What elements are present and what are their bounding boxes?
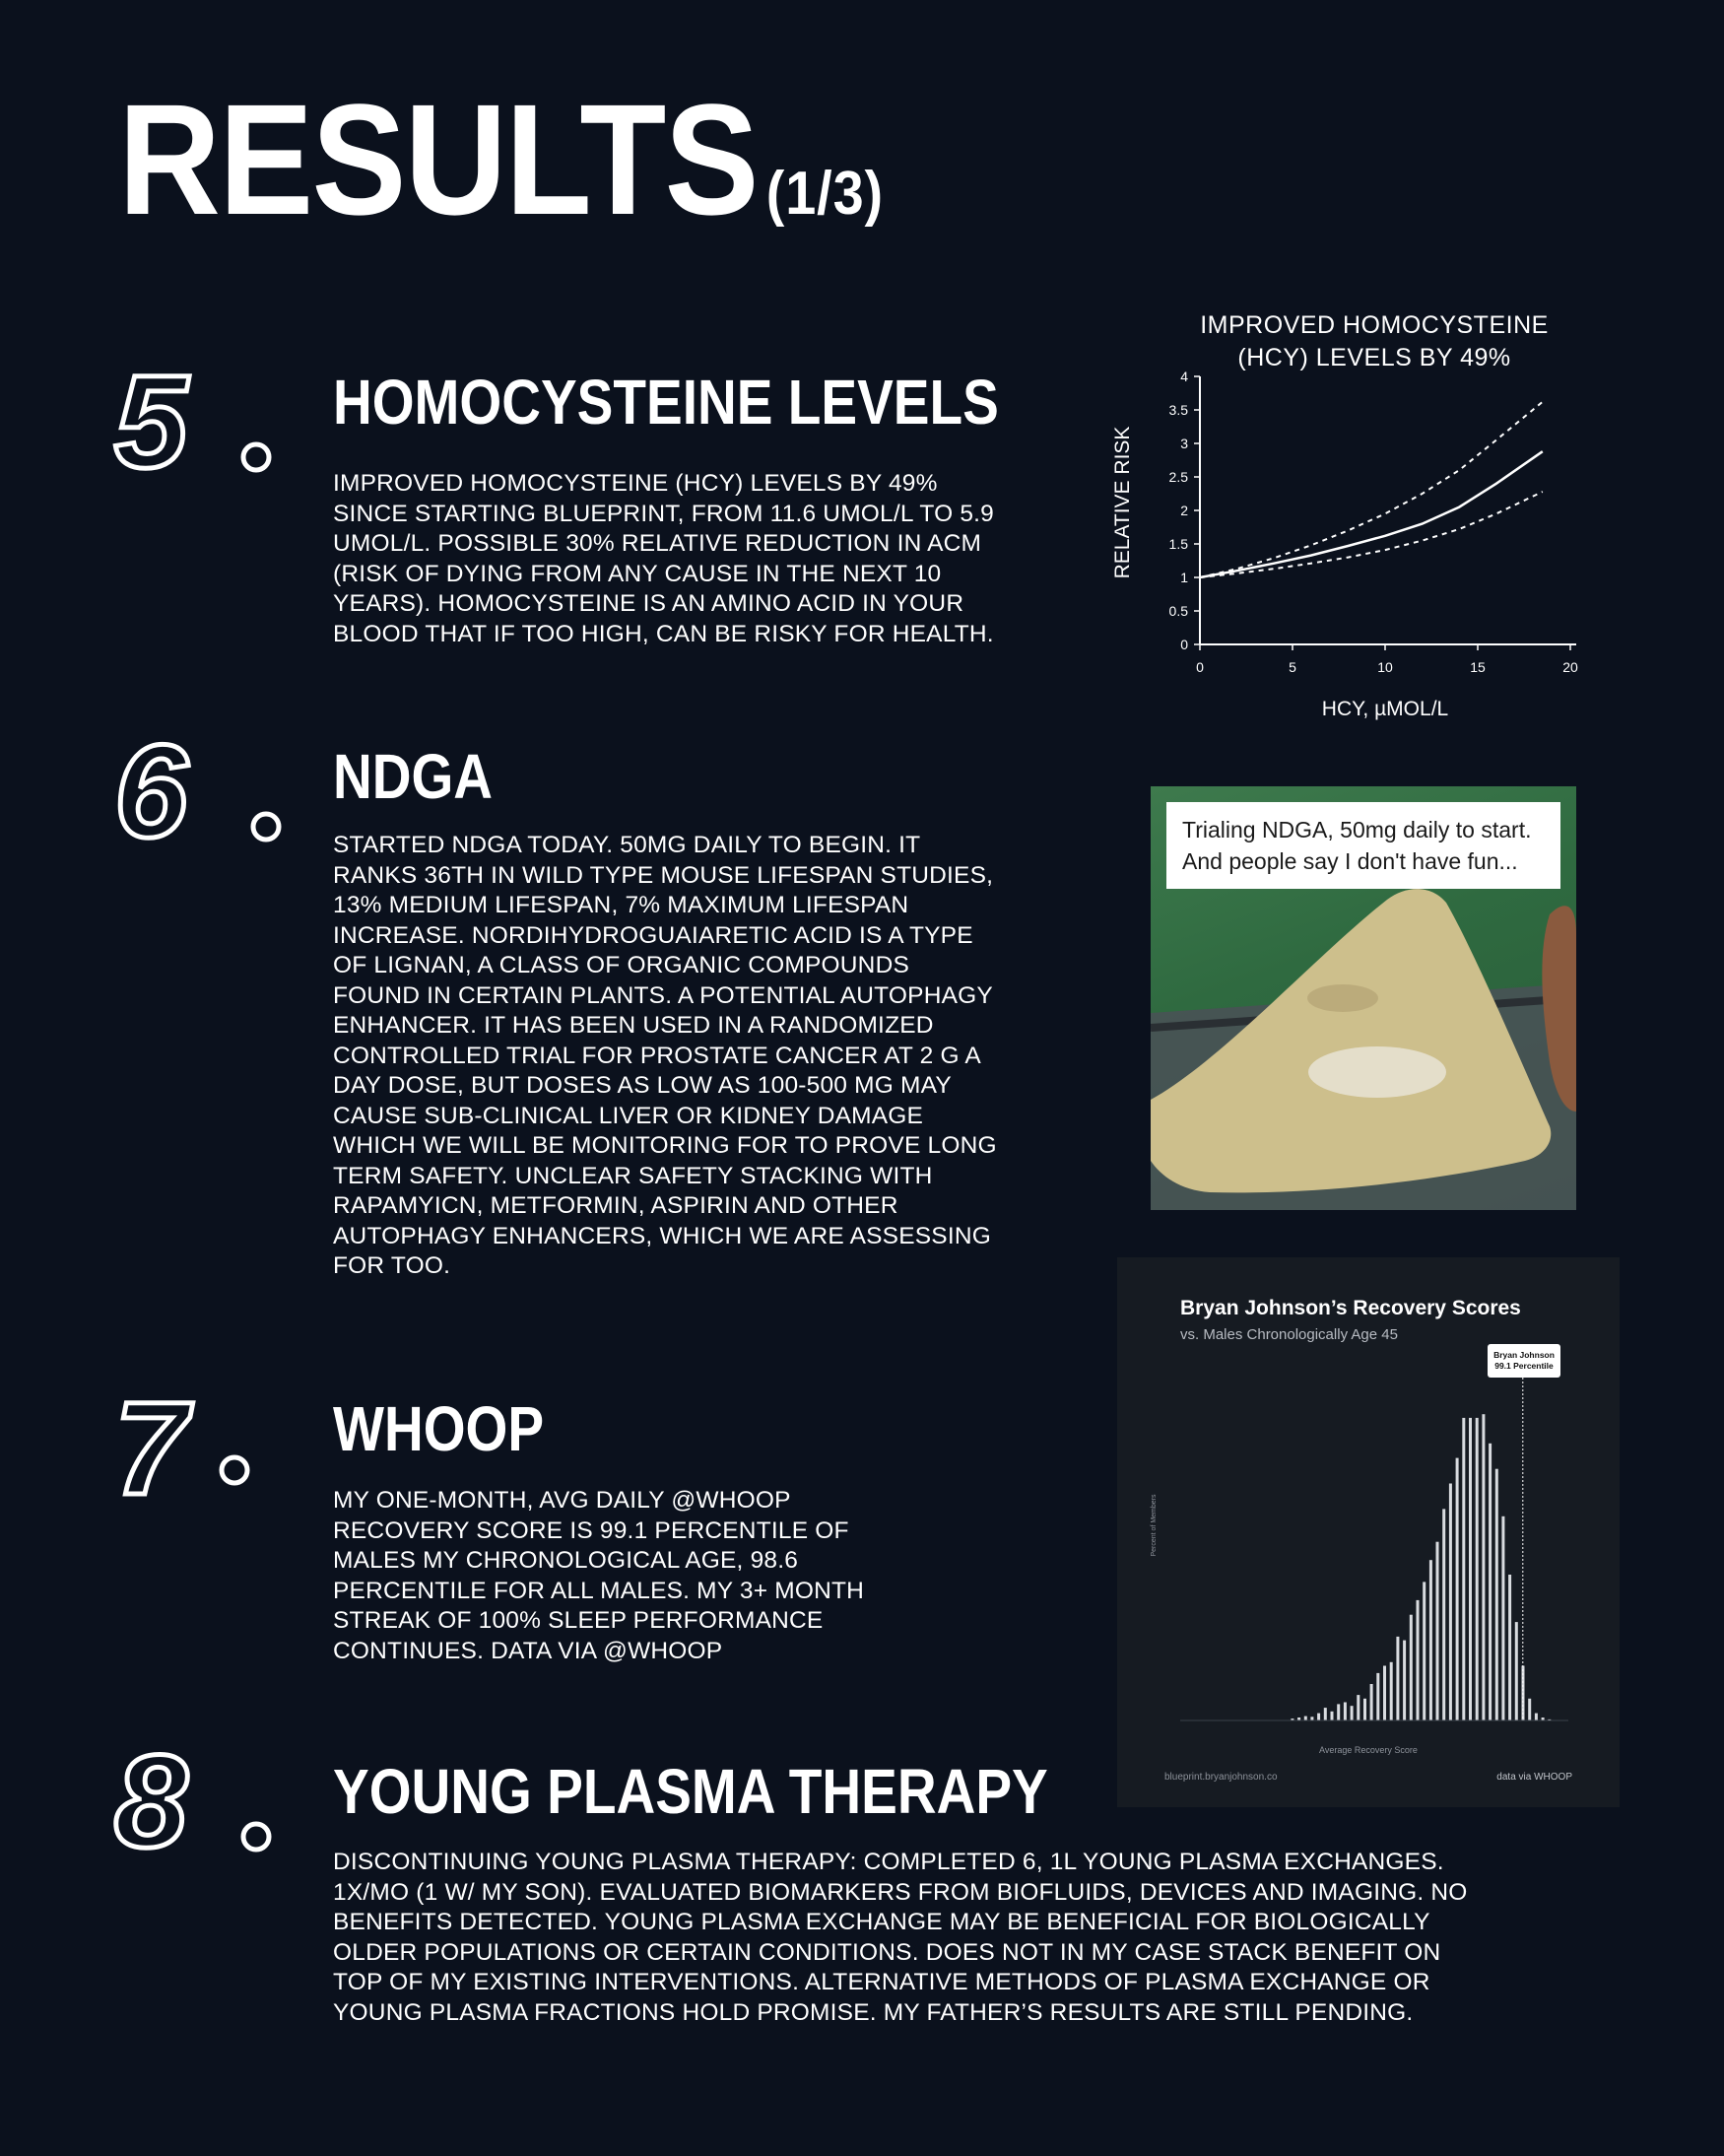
- section-body-young-plasma: DISCONTINUING YOUNG PLASMA THERAPY: COMPLETED 6, 1L YOUNG PLASMA EXCHANGES. 1X/MO (1 W/ MY SON). EVALUATED BIOMARKERS FROM BIOFLUIDS, DEVICES AND IMAGING. NO BENEFITS DETECTED. YOUNG PLASMA EXCHANGE MAY BE BENEFICIAL FOR BIOLOGICALLY OLDER POPULATIONS OR CERTAIN CONDITIONS. DOES NOT IN MY CASE STACK BENEFIT ON TOP OF MY EXISTING INTERVENTIONS. ALTERNATIVE METHODS OF PLASMA EXCHANGE OR YOUNG PLASMA FRACTIONS HOLD PROMISE. MY FATHER’S RESULTS ARE STILL PENDING.: [333, 1849, 1468, 2026]
- hcy-x-tick-label: 10: [1377, 659, 1393, 675]
- hcy-y-tick-label: 0: [1180, 637, 1188, 652]
- whoop-chart: [1117, 1257, 1620, 1807]
- whoop-bar: [1535, 1714, 1538, 1720]
- whoop-bar: [1469, 1418, 1472, 1720]
- whoop-bar: [1357, 1695, 1359, 1720]
- hcy-y-tick-label: 4: [1180, 369, 1188, 384]
- whoop-bar: [1403, 1641, 1406, 1720]
- whoop-bar: [1462, 1418, 1465, 1720]
- whoop-ylabel: Percent of Members: [1151, 1494, 1158, 1557]
- whoop-bar: [1304, 1717, 1307, 1720]
- whoop-bar: [1456, 1458, 1459, 1720]
- hcy-chart: [1103, 365, 1596, 729]
- section-number-dot: [253, 814, 279, 840]
- hcy-chart-title-line2: (HCY) LEVELS BY 49%: [1237, 344, 1511, 371]
- whoop-bar: [1337, 1704, 1340, 1720]
- whoop-bar: [1383, 1666, 1386, 1721]
- whoop-bar: [1310, 1717, 1313, 1720]
- whoop-footer-right: data via WHOOP: [1496, 1772, 1572, 1783]
- whoop-bar: [1501, 1516, 1504, 1720]
- hcy-x-tick-label: 0: [1196, 659, 1204, 675]
- whoop-bar: [1449, 1484, 1452, 1721]
- whoop-bar: [1515, 1622, 1518, 1720]
- whoop-chart-subtitle: vs. Males Chronologically Age 45: [1180, 1326, 1398, 1343]
- whoop-bar: [1429, 1560, 1432, 1720]
- section-number-dot: [222, 1457, 247, 1483]
- section-number-8: [108, 1744, 305, 1862]
- section-number-text: 7: [114, 1391, 188, 1510]
- section-number-dot: [243, 444, 269, 470]
- whoop-bar: [1482, 1414, 1485, 1720]
- hcy-y-tick-label: 1.5: [1168, 536, 1188, 552]
- ndga-photo: [1151, 786, 1576, 1210]
- ndga-photo-caption: [1166, 802, 1560, 889]
- whoop-bar: [1423, 1582, 1426, 1720]
- hcy-series-line-1: [1200, 402, 1543, 577]
- hcy-series-line-0: [1200, 451, 1543, 577]
- whoop-bar: [1489, 1444, 1492, 1720]
- hcy-y-tick-label: 0.5: [1168, 603, 1188, 619]
- section-number-text: 6: [114, 734, 188, 852]
- section-heading-ndga: NDGA: [333, 741, 494, 812]
- whoop-bar: [1370, 1684, 1373, 1720]
- section-heading-homocysteine: HOMOCYSTEINE LEVELS: [333, 367, 999, 438]
- hcy-x-tick-label: 5: [1289, 659, 1296, 675]
- caption-line2: And people say I don't have fun...: [1182, 848, 1518, 874]
- section-heading-whoop: WHOOP: [333, 1393, 545, 1464]
- page-title: [118, 71, 884, 247]
- whoop-bar: [1351, 1706, 1354, 1720]
- section-body-homocysteine: IMPROVED HOMOCYSTEINE (HCY) LEVELS BY 49% SINCE STARTING BLUEPRINT, FROM 11.6 UMOL/L TO 5.9 UMOL/L. POSSIBLE 30% RELATIVE REDUCTION IN ACM (RISK OF DYING FROM ANY CAUSE IN THE NEXT 10 YEARS). HOMOCYSTEINE IS AN AMINO ACID IN YOUR BLOOD THAT IF TOO HIGH, CAN BE RISKY FOR HEALTH.: [333, 470, 995, 647]
- whoop-bar: [1376, 1673, 1379, 1720]
- whoop-bar: [1410, 1615, 1413, 1720]
- page-title-text: RESULTS: [118, 71, 758, 247]
- whoop-bar: [1436, 1542, 1439, 1720]
- hcy-y-tick-label: 1: [1180, 570, 1188, 585]
- whoop-bar: [1324, 1708, 1327, 1720]
- whoop-marker-label: [1488, 1344, 1560, 1378]
- whoop-bar: [1390, 1662, 1393, 1720]
- section-number-6: [108, 734, 305, 852]
- hcy-x-tick-label: 15: [1470, 659, 1486, 675]
- hcy-x-tick-label: 20: [1562, 659, 1578, 675]
- whoop-bar: [1508, 1575, 1511, 1720]
- whoop-bar: [1528, 1699, 1531, 1720]
- powder: [1308, 1046, 1446, 1098]
- section-number-dot: [243, 1824, 269, 1850]
- whoop-bar: [1396, 1637, 1399, 1720]
- section-heading-young-plasma: YOUNG PLASMA THERAPY: [333, 1756, 1048, 1827]
- whoop-bar: [1442, 1509, 1445, 1720]
- hcy-y-tick-label: 3: [1180, 436, 1188, 451]
- whoop-bar: [1317, 1714, 1320, 1720]
- caption-line1: Trialing NDGA, 50mg daily to start.: [1182, 817, 1532, 842]
- whoop-bar: [1495, 1469, 1498, 1720]
- whoop-chart-title: Bryan Johnson’s Recovery Scores: [1180, 1297, 1521, 1319]
- whoop-bar: [1331, 1712, 1334, 1720]
- hcy-y-tick-label: 2.5: [1168, 469, 1188, 485]
- hcy-chart-title-line1: IMPROVED HOMOCYSTEINE: [1200, 311, 1549, 339]
- section-number-7: [108, 1391, 305, 1510]
- section-body-whoop: MY ONE-MONTH, AVG DAILY @WHOOP RECOVERY SCORE IS 99.1 PERCENTILE OF MALES MY CHRONOLOGICAL AGE, 98.6 PERCENTILE FOR ALL MALES. MY 3+ MONTH STREAK OF 100% SLEEP PERFORMANCE CONTINUES. DATA VIA @WHOOP: [333, 1487, 865, 1664]
- section-number-text: 8: [114, 1744, 188, 1862]
- hcy-y-tick-label: 3.5: [1168, 402, 1188, 418]
- section-number-text: 5: [114, 365, 188, 483]
- whoop-bar: [1363, 1699, 1366, 1720]
- whoop-bar: [1476, 1418, 1479, 1720]
- whoop-bar: [1344, 1703, 1347, 1721]
- whoop-footer-left: blueprint.bryanjohnson.co: [1164, 1772, 1278, 1783]
- hcy-chart-ylabel: RELATIVE RISK: [1111, 426, 1134, 579]
- section-number-5: [108, 365, 305, 483]
- whoop-bar: [1417, 1600, 1420, 1720]
- marker-label-line2: 99.1 Percentile: [1494, 1361, 1554, 1371]
- hcy-chart-xlabel: HCY, µMOL/L: [1321, 698, 1449, 720]
- marker-label-line1: Bryan Johnson: [1493, 1350, 1555, 1360]
- page-title-suffix: (1/3): [765, 160, 884, 228]
- whoop-chart-panel: [1117, 1257, 1620, 1807]
- section-body-ndga: STARTED NDGA TODAY. 50MG DAILY TO BEGIN. IT RANKS 36TH IN WILD TYPE MOUSE LIFESPAN STUDIES, 13% MEDIUM LIFESPAN, 7% MAXIMUM LIFESPAN INCREASE. NORDIHYDROGUAIARETIC ACID IS A TYPE OF LIGNAN, A CLASS OF ORGANIC COMPOUNDS FOUND IN CERTAIN PLANTS. A POTENTIAL AUTOPHAGY ENHANCER. IT HAS BEEN USED IN A RANDOMIZED CONTROLLED TRIAL FOR PROSTATE CANCER AT 2 G A DAY DOSE, BUT DOSES AS LOW AS 100-500 MG MAY CAUSE SUB-CLINICAL LIVER OR KIDNEY DAMAGE WHICH WE WILL BE MONITORING FOR TO PROVE LONG TERM SAFETY. UNCLEAR SAFETY STACKING WITH RAPAMYICN, METFORMIN, ASPIRIN AND OTHER AUTOPHAGY ENHANCERS, WHICH WE ARE ASSESSING FOR TOO.: [333, 832, 997, 1279]
- whoop-xlabel: Average Recovery Score: [1319, 1745, 1418, 1755]
- hcy-y-tick-label: 2: [1180, 503, 1188, 518]
